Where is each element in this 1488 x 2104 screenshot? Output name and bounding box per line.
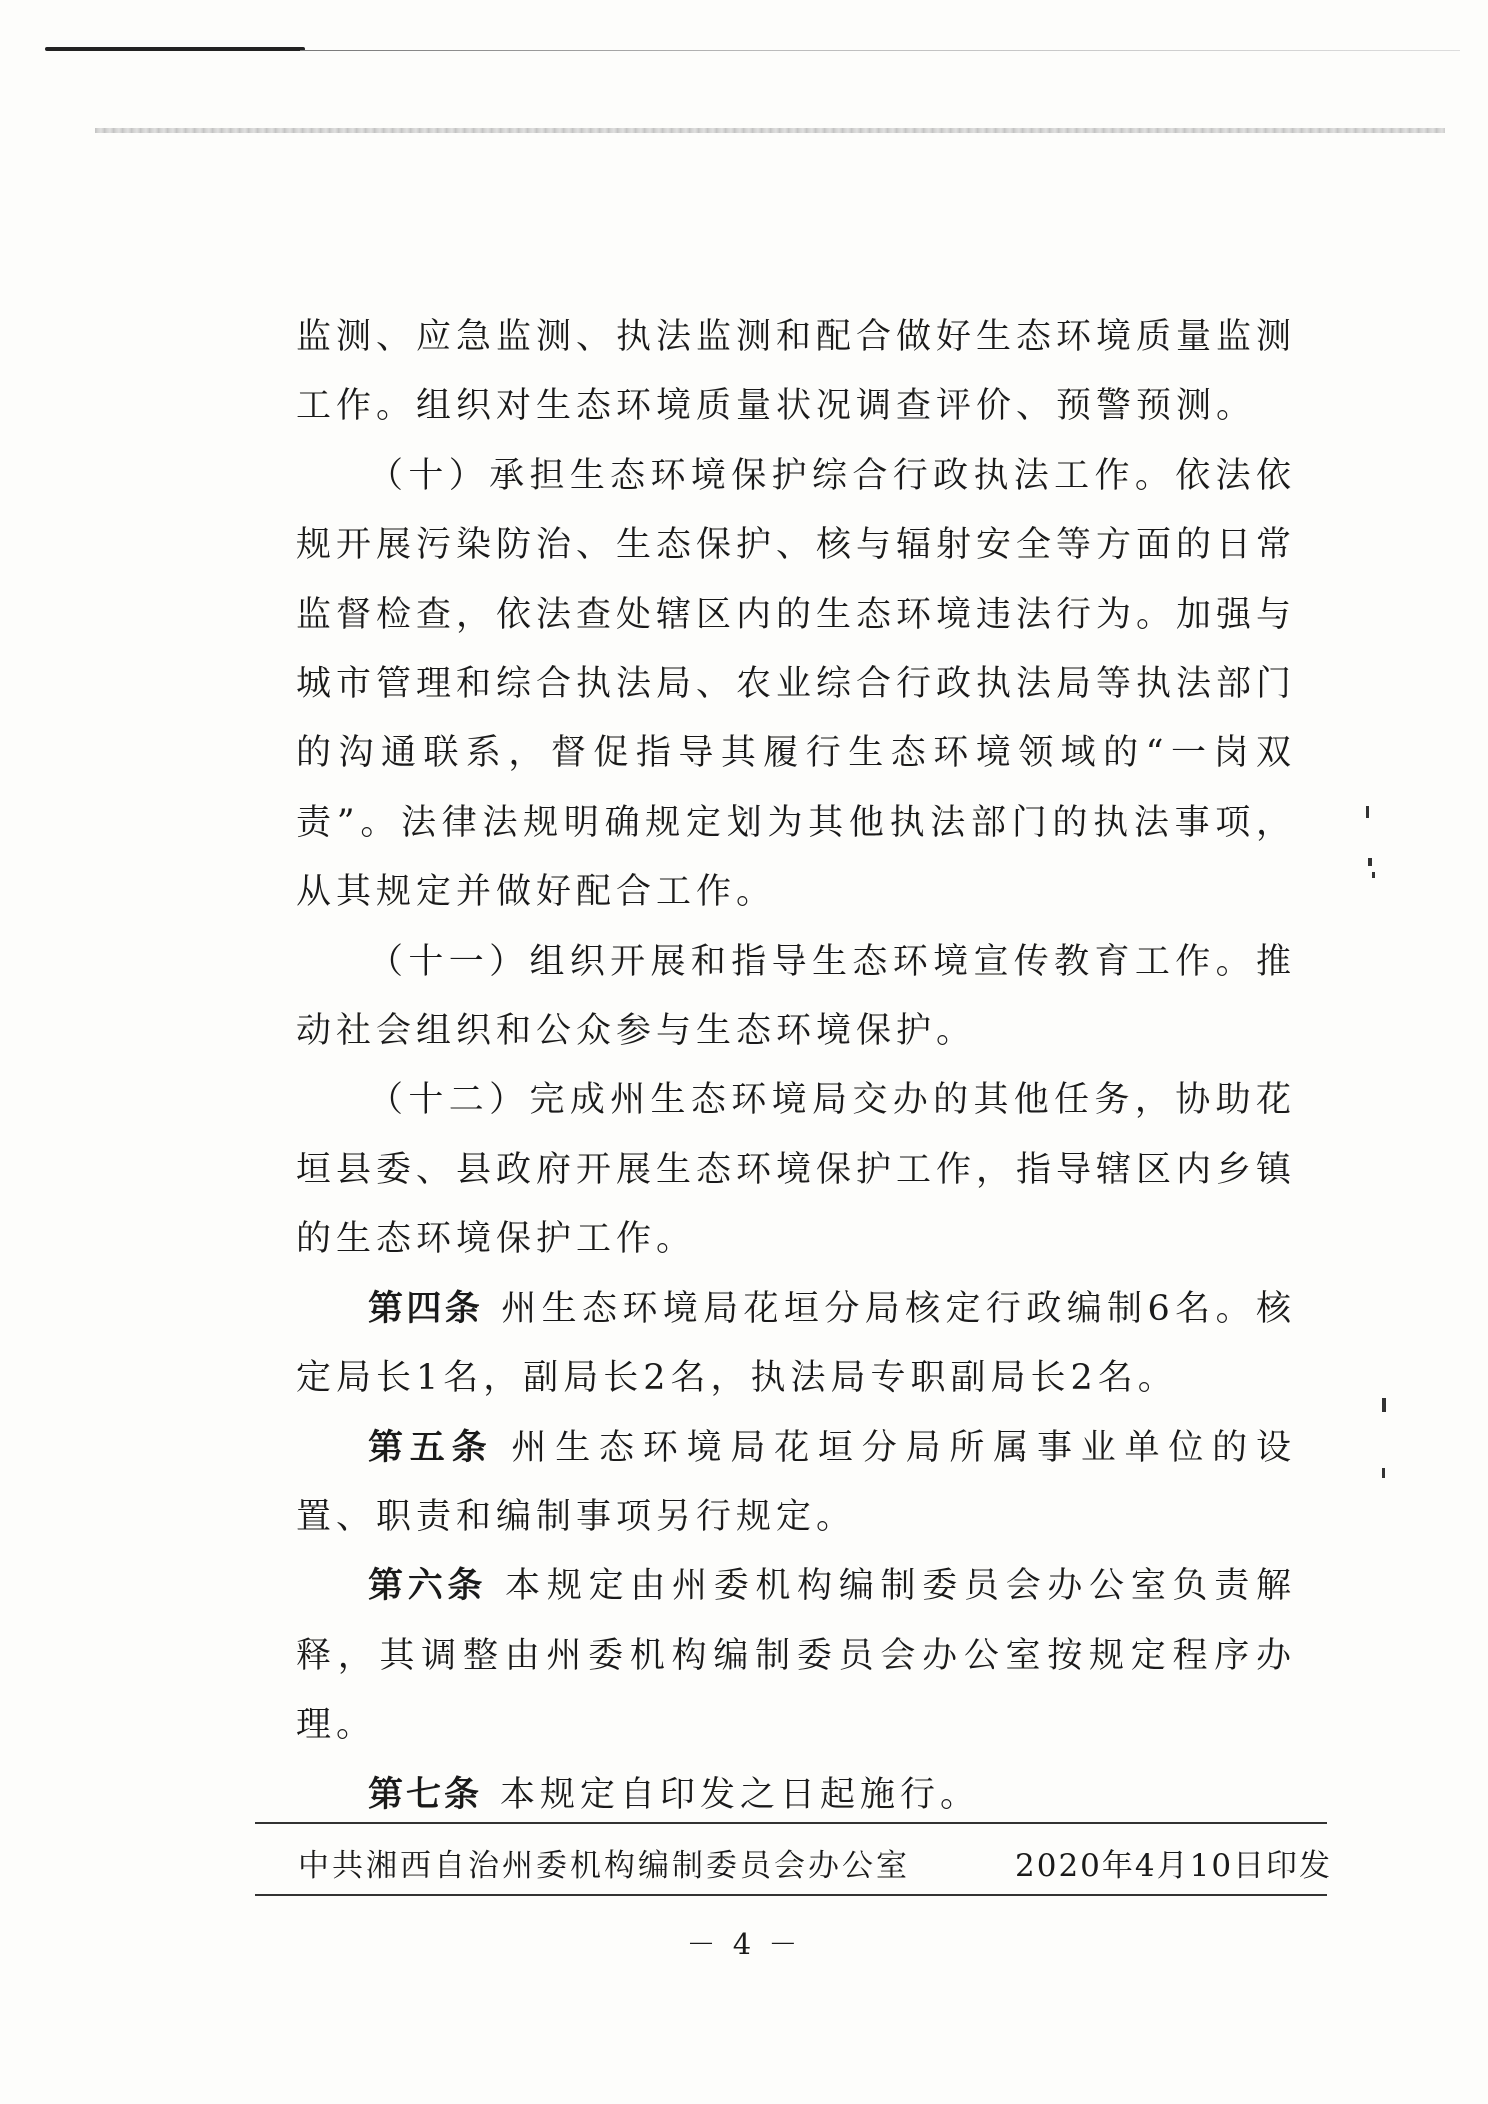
scan-artifact-line bbox=[300, 50, 1460, 51]
scan-speck bbox=[1366, 806, 1369, 818]
article-paragraph bbox=[296, 1761, 1296, 1830]
article-paragraph bbox=[296, 1552, 1296, 1760]
paragraph-text: （十一）组织开展和指导生态环境宣传教育工作。推动社会组织和公众参与生态环境保护。 bbox=[296, 941, 1296, 1052]
paragraph-text: （十）承担生态环境保护综合行政执法工作。依法依规开展污染防治、生态保护、核与辐射安全等方面的日常监督检查，依法查处辖区内的生态环境违法行为。加强与城市管理和综合执法局、农业综合行政执法局等执法部门的沟通联系，督促指导其履行生态环境领域的“一岗双责”。法律法规明确规定划为其他执法部门的执法事项，从其规定并做好配合工作。 bbox=[296, 455, 1297, 913]
scan-speck bbox=[1382, 1468, 1385, 1478]
article-label: 第五条 bbox=[368, 1427, 494, 1468]
article-label: 第四条 bbox=[368, 1288, 484, 1329]
paragraph-text: 监测、应急监测、执法监测和配合做好生态环境质量监测工作。组织对生态环境质量状况调查评价、预警预测。 bbox=[296, 317, 1297, 427]
paragraph bbox=[296, 1066, 1296, 1274]
paragraph bbox=[296, 303, 1296, 442]
paragraph-text: 本规定自印发之日起施行。 bbox=[500, 1774, 981, 1815]
footer-divider bbox=[255, 1894, 1327, 1896]
article-label: 第七条 bbox=[368, 1774, 483, 1815]
paragraph bbox=[296, 928, 1296, 1067]
article-paragraph bbox=[296, 1275, 1296, 1414]
paragraph-text: 州生态环境局花垣分局所属事业单位的设置、职责和编制事项另行规定。 bbox=[296, 1427, 1296, 1537]
page-number: － 4 － bbox=[686, 1927, 802, 1961]
footer-issuer: 中共湘西自治州委机构编制委员会办公室 bbox=[298, 1848, 910, 1884]
scan-artifact-line bbox=[95, 128, 1445, 133]
scan-speck bbox=[1372, 872, 1375, 878]
paragraph-text: 州生态环境局花垣分局核定行政编制6名。核定局长1名，副局长2名，执法局专职副局长2名。 bbox=[296, 1288, 1296, 1399]
article-paragraph bbox=[296, 1414, 1296, 1553]
footer-issue-date: 2020年4月10日印发 bbox=[1015, 1848, 1333, 1884]
scan-artifact-line bbox=[45, 47, 305, 51]
document-body bbox=[296, 303, 1296, 1830]
paragraph bbox=[296, 442, 1296, 928]
scan-speck bbox=[1382, 1398, 1386, 1412]
article-label: 第六条 bbox=[368, 1566, 488, 1607]
paragraph-text: 本规定由州委机构编制委员会办公室负责解释，其调整由州委机构编制委员会办公室按规定程序办理。 bbox=[296, 1566, 1296, 1746]
footer-divider bbox=[255, 1822, 1327, 1824]
scan-speck bbox=[1368, 858, 1372, 866]
paragraph-text: （十二）完成州生态环境局交办的其他任务，协助花垣县委、县政府开展生态环境保护工作，指导辖区内乡镇的生态环境保护工作。 bbox=[296, 1080, 1297, 1260]
